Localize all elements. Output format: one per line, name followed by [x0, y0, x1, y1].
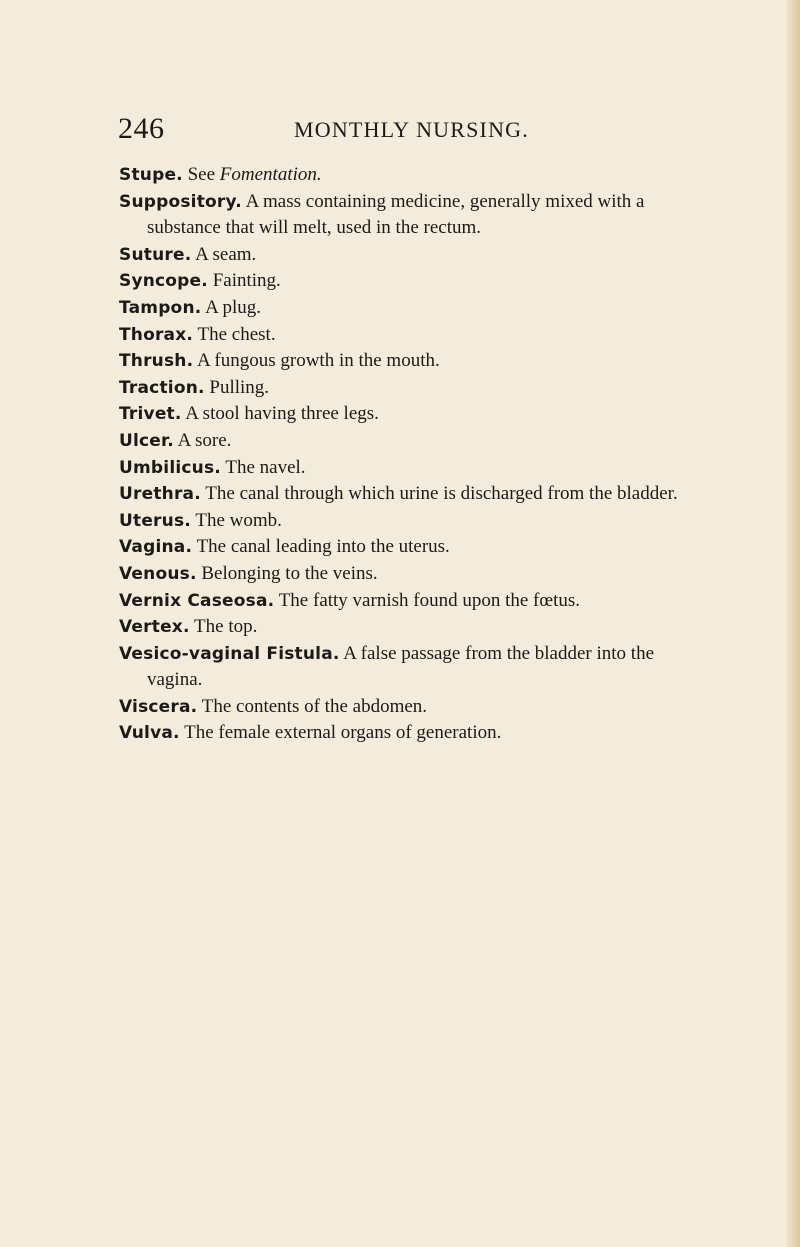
glossary-entry: [119, 720, 689, 747]
page-edge: [786, 0, 800, 1247]
entry-definition: A mass containing medicine, generally mixed with a substance that will melt, used in the rectum.: [147, 190, 645, 239]
entry-definition: The contents of the abdomen.: [201, 695, 428, 717]
glossary-entry: [119, 694, 689, 721]
glossary-entry: [119, 428, 689, 455]
page-header: [118, 112, 638, 146]
entry-definition: The canal leading into the uterus.: [196, 536, 450, 558]
glossary-entry: [119, 508, 689, 535]
entry-definition: Belonging to the veins.: [201, 562, 378, 584]
glossary-entry: [119, 375, 689, 402]
entry-definition: A fungous growth in the mouth.: [196, 350, 440, 372]
glossary-entry: [119, 189, 689, 242]
entry-term: Tampon.: [119, 297, 202, 318]
glossary-entry: [119, 401, 689, 428]
entry-term: Trivet.: [119, 404, 182, 425]
glossary-entry: [119, 588, 689, 615]
entry-term: Venous.: [119, 563, 197, 584]
entry-term: Vesico-vaginal Fistula.: [119, 643, 340, 664]
entry-definition: A stool having three legs.: [185, 403, 379, 425]
entry-term: Vernix Caseosa.: [119, 590, 275, 611]
glossary-entry: [119, 295, 689, 322]
entry-definition: The canal through which urine is discharged from the bladder.: [205, 483, 678, 505]
entry-definition: The navel.: [225, 456, 306, 478]
glossary-entry: [119, 561, 689, 588]
entry-definition: The chest.: [197, 323, 276, 345]
entry-term: Urethra.: [119, 484, 201, 505]
entry-term: Syncope.: [119, 271, 208, 292]
entry-definition: Pulling.: [209, 376, 270, 398]
glossary-entry: [119, 268, 689, 295]
entry-definition: Fomentation.: [219, 164, 322, 185]
entry-term: Thorax.: [119, 324, 194, 345]
entry-definition: A false passage from the bladder into the vagina.: [147, 642, 654, 691]
entry-definition: The top.: [194, 616, 258, 638]
entry-term: Stupe.: [119, 165, 183, 185]
glossary-entries: [119, 162, 689, 747]
entry-term: Viscera.: [119, 696, 198, 717]
glossary-entry: [119, 614, 689, 641]
running-head: MONTHLY NURSING.: [294, 117, 529, 142]
entry-term: Vulva.: [119, 723, 180, 744]
entry-definition: Fainting.: [212, 270, 281, 292]
glossary-entry: [119, 641, 689, 694]
glossary-entry: [119, 322, 689, 349]
entry-definition: A plug.: [205, 296, 262, 318]
entry-definition: A sore.: [177, 429, 232, 451]
entry-definition: A seam.: [195, 243, 257, 265]
glossary-entry: [119, 481, 689, 508]
entry-term: Traction.: [119, 377, 205, 398]
entry-term: Vertex.: [119, 617, 190, 638]
page-number: 246: [118, 112, 165, 145]
glossary-entry: [119, 534, 689, 561]
entry-term: Suppository.: [119, 191, 242, 212]
glossary-entry: [119, 242, 689, 269]
entry-term: Umbilicus.: [119, 457, 221, 478]
entry-definition: The female external organs of generation.: [184, 722, 502, 744]
glossary-entry: [119, 348, 689, 375]
glossary-entry: [119, 162, 689, 189]
entry-term: Vagina.: [119, 537, 193, 558]
entry-term: Thrush.: [119, 351, 194, 372]
entry-prefix: See: [187, 164, 220, 185]
entry-definition: The fatty varnish found upon the fœtus.: [278, 589, 581, 611]
glossary-entry: [119, 455, 689, 482]
entry-term: Suture.: [119, 244, 192, 265]
entry-term: Ulcer.: [119, 430, 174, 451]
entry-definition: The womb.: [195, 509, 282, 531]
entry-term: Uterus.: [119, 510, 191, 531]
